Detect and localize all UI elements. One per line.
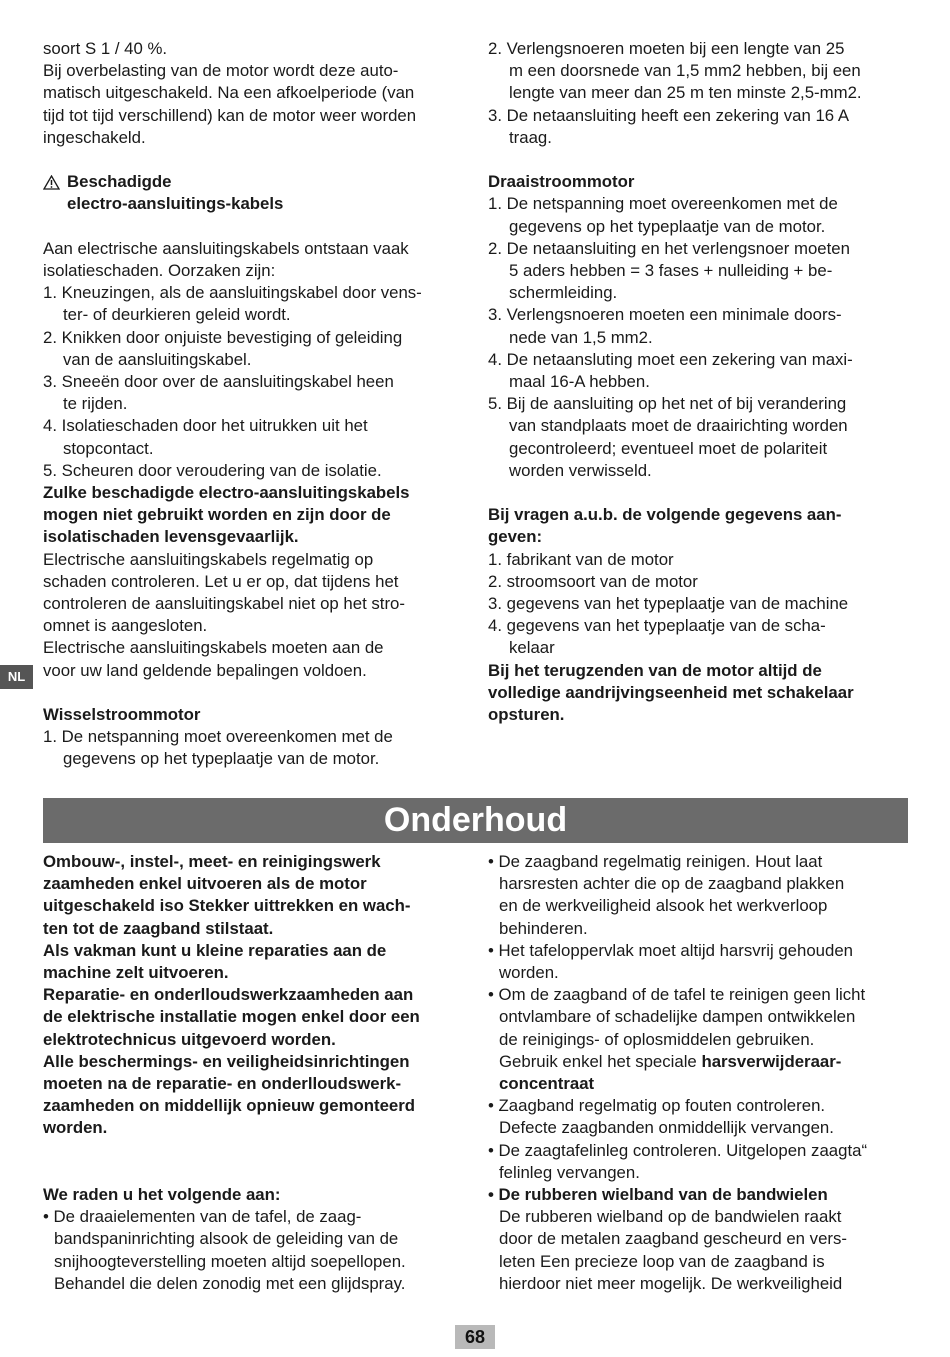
text-line (488, 1051, 908, 1073)
list-item (488, 940, 908, 984)
list-item (488, 238, 908, 305)
cable-damage-paragraph (43, 238, 468, 282)
bold-warning-paragraph (43, 482, 468, 549)
text-line: Electrische aansluitingskabels moeten aan de (43, 638, 384, 658)
text-line: m een doorsnede van 1,5 mm2 hebben, bij een (509, 61, 861, 81)
section-banner-title: Onderhoud (43, 798, 908, 843)
text-line: matisch uitgeschakeld. Na een afkoelperiode (van (43, 83, 415, 103)
text-line: 3. Sneeën door over de aansluitingskabel heen (43, 372, 394, 392)
list-item (488, 393, 908, 482)
list-item (488, 851, 908, 940)
text-line: ingeschakeld. (43, 127, 146, 147)
text-line: • De zaagband regelmatig reinigen. Hout laat (488, 852, 823, 871)
text-line: door de metalen zaagband gescheurd en vers- (499, 1229, 847, 1249)
list-item (488, 105, 908, 149)
text-line: kelaar (509, 638, 555, 658)
warning-triangle-icon (43, 175, 60, 190)
text-line: voor uw land geldende bepalingen voldoen. (43, 660, 367, 680)
list-item: 2. stroomsoort van de motor (488, 571, 698, 591)
text-line: zaamheden enkel uitvoeren als de motor (43, 874, 367, 894)
list-item: 3. gegevens van het typeplaatje van de machine (488, 594, 849, 614)
list-item (43, 327, 468, 371)
text-line: Bij overbelasting van de motor wordt deze auto- (43, 61, 399, 81)
text-line: 1. De netspanning moet overeenkomen met de (488, 194, 838, 214)
return-note (488, 660, 908, 727)
list-item (488, 1140, 908, 1184)
three-phase-motor-heading: Draaistroommotor (488, 172, 635, 192)
text-line: isolatischaden levensgevaarlijk. (43, 527, 299, 547)
text-line: • Zaagband regelmatig op fouten controleren. (488, 1096, 826, 1116)
text-line: ter- of deurkieren geleid wordt. (63, 305, 291, 325)
list-item (488, 984, 908, 1095)
text-line: tijd tot tijd verschillend) kan de motor weer worden (43, 105, 417, 125)
text-line: mogen niet gebruikt worden en zijn door de (43, 505, 391, 525)
list-item (488, 615, 908, 659)
text-line: lengte van meer dan 25 m ten minste 2,5-mm2. (509, 83, 862, 103)
list-item (488, 1184, 908, 1295)
maintenance-bold-paragraph (43, 940, 468, 984)
text-line: 1. Kneuzingen, als de aansluitingskabel door vens- (43, 283, 422, 303)
text-line: hierdoor niet meer mogelijk. De werkveiligheid (499, 1273, 843, 1293)
text-line: de elektrische installatie mogen enkel door een (43, 1007, 420, 1027)
list-item (43, 726, 468, 770)
bottom-right-column (488, 851, 908, 1295)
rubber-tire-heading: • De rubberen wielband van de bandwielen (488, 1185, 828, 1205)
text-line: 4. De netaansluting moet een zekering van maxi- (488, 349, 853, 369)
three-phase-list (488, 193, 908, 482)
text-line: ten tot de zaagband stilstaat. (43, 918, 274, 938)
text-line: van de aansluitingskabel. (63, 349, 252, 369)
text-line: 5. Scheuren door veroudering van de isolatie. (43, 460, 382, 480)
ac-motor-list (43, 726, 468, 770)
list-item (488, 304, 908, 348)
ac-motor-list-continued (488, 38, 908, 149)
list-item (488, 349, 908, 393)
text-line: 4. Isolatieschaden door het uitrukken uit het (43, 416, 368, 436)
text-line: gegevens op het typeplaatje van de motor. (63, 749, 380, 769)
questions-heading (488, 504, 908, 548)
text-line: controleren de aansluitingskabel niet op het stro- (43, 594, 405, 614)
text-line: en de werkveiligheid alsook het werkverloop (499, 896, 828, 916)
text-line: uitgeschakeld iso Stekker uittrekken en wach- (43, 896, 411, 916)
text-line: 2. Verlengsnoeren moeten bij een lengte van 25 (488, 39, 845, 58)
top-left-column (43, 38, 468, 771)
text-line: opsturen. (488, 705, 565, 725)
advice-heading: We raden u het volgende aan: (43, 1185, 281, 1205)
text-line: volledige aandrijvingseenheid met schakelaar (488, 682, 854, 702)
maintenance-bold-paragraph (43, 851, 468, 940)
text-line: Bij vragen a.u.b. de volgende gegevens aan- (488, 505, 842, 525)
page-number: 68 (455, 1325, 495, 1349)
text-line: geven: (488, 527, 543, 547)
text-line: nede van 1,5 mm2. (509, 327, 653, 347)
warning-heading-line2: electro-aansluitings-kabels (67, 194, 284, 214)
warning-heading (43, 171, 468, 215)
text-line: 1. De netspanning moet overeenkomen met de (43, 727, 393, 747)
text-line: felinleg vervangen. (499, 1162, 640, 1182)
text-line: leten Een precieze loop van de zaagband is (499, 1251, 825, 1271)
text-line: omnet is aangesloten. (43, 616, 208, 636)
causes-list (43, 282, 468, 482)
text-line: worden verwisseld. (509, 460, 652, 480)
regulations-paragraph (43, 637, 468, 681)
list-item: 1. fabrikant van de motor (488, 549, 674, 569)
text-line: 2. De netaansluiting en het verlengsnoer moeten (488, 238, 850, 258)
inspection-paragraph (43, 549, 468, 638)
list-item (488, 1095, 908, 1139)
text-line: schermleiding. (509, 283, 618, 303)
list-item (43, 1206, 468, 1295)
text-line: Ombouw-, instel-, meet- en reinigingswerk (43, 852, 381, 871)
text-line: schaden controleren. Let u er op, dat tijdens het (43, 571, 399, 591)
text-line: traag. (509, 127, 552, 147)
text-line: ontvlambare of schadelijke dampen ontwikkelen (499, 1007, 856, 1027)
text-line: 4. gegevens van het typeplaatje van de scha- (488, 616, 826, 636)
text-line: gecontroleerd; eventueel moet de polariteit (509, 438, 828, 458)
list-item (488, 38, 908, 105)
text-line: snijhoogteverstelling moeten altijd soepellopen. (54, 1251, 406, 1271)
text-line: Als vakman kunt u kleine reparaties aan de (43, 940, 387, 960)
text-line: 5 aders hebben = 3 fases + nulleiding + be- (509, 261, 833, 281)
text-line: worden. (43, 1118, 108, 1138)
text-line: gegevens op het typeplaatje van de motor. (509, 216, 826, 236)
maintenance-bold-paragraph (43, 1051, 468, 1140)
text-line: worden. (499, 963, 559, 983)
text-line: Aan electrische aansluitingskabels ontstaan vaak (43, 238, 409, 258)
text-line: van standplaats moet de draairichting worden (509, 416, 848, 436)
text-line: zaamheden on middellijk opnieuw gemonteerd (43, 1096, 416, 1116)
text-line: • De draaielementen van de tafel, de zaag- (43, 1207, 362, 1227)
text-line: Defecte zaagbanden onmiddellijk vervangen. (499, 1118, 834, 1138)
text-line: concentraat (499, 1074, 595, 1094)
text-line: elektrotechnicus uitgevoerd worden. (43, 1029, 336, 1049)
text-line: Alle beschermings- en veiligheidsinrichtingen (43, 1051, 410, 1071)
text-line: 5. Bij de aansluiting op het net of bij verandering (488, 394, 847, 414)
advice-list (43, 1206, 468, 1295)
text-line: Behandel die delen zonodig met een glijdspray. (54, 1273, 406, 1293)
list-item (43, 282, 468, 326)
text-line: • De zaagtafelinleg controleren. Uitgelopen zaagta“ (488, 1140, 868, 1160)
intro-paragraph (43, 38, 468, 149)
text-line: te rijden. (63, 394, 128, 414)
text-line: soort S 1 / 40 %. (43, 39, 168, 58)
text-line: 2. Knikken door onjuiste bevestiging of geleiding (43, 327, 403, 347)
list-item (488, 193, 908, 237)
text-line: bandspaninrichting alsook de geleiding van de (54, 1229, 399, 1249)
text-line: moeten na de reparatie- en onderlloudswerk- (43, 1074, 402, 1094)
text-line: Reparatie- en onderlloudswerkzaamheden aan (43, 985, 414, 1005)
text-line: harsresten achter die op de zaagband plakken (499, 874, 845, 894)
warning-heading-line1: Beschadigde (67, 172, 172, 192)
list-item (43, 460, 468, 482)
text-line: behinderen. (499, 918, 588, 938)
text-line: Electrische aansluitingskabels regelmatig op (43, 549, 374, 569)
text-line: maal 16-A hebben. (509, 372, 650, 392)
text-line: isolatieschaden. Oorzaken zijn: (43, 261, 276, 280)
ac-motor-heading: Wisselstroommotor (43, 705, 201, 725)
top-right-column (488, 38, 908, 726)
text-line: De rubberen wielband op de bandwielen raakt (499, 1207, 842, 1227)
text-line: 3. Verlengsnoeren moeten een minimale doors- (488, 305, 842, 325)
text-line: stopcontact. (63, 438, 154, 458)
text-line: 3. De netaansluiting heeft een zekering van 16 A (488, 105, 850, 125)
resin-remover-name: harsverwijderaar- (701, 1051, 842, 1071)
text-line: • Om de zaagband of de tafel te reinigen geen licht (488, 985, 866, 1005)
text-line: • Het tafeloppervlak moet altijd harsvrij gehouden (488, 940, 854, 960)
maintenance-bold-paragraph (43, 984, 468, 1051)
bottom-left-column (43, 851, 468, 1295)
list-item (43, 371, 468, 415)
text-line: machine zelt uitvoeren. (43, 963, 229, 983)
list-item (43, 415, 468, 459)
questions-list (488, 549, 908, 660)
text-line: Bij het terugzenden van de motor altijd de (488, 660, 822, 680)
text-line: Zulke beschadigde electro-aansluitingskabels (43, 483, 410, 503)
text-fragment: Gebruik enkel het speciale (499, 1051, 702, 1071)
language-tab: NL (0, 665, 33, 689)
text-line: de reinigings- of oplosmiddelen gebruiken. (499, 1029, 815, 1049)
